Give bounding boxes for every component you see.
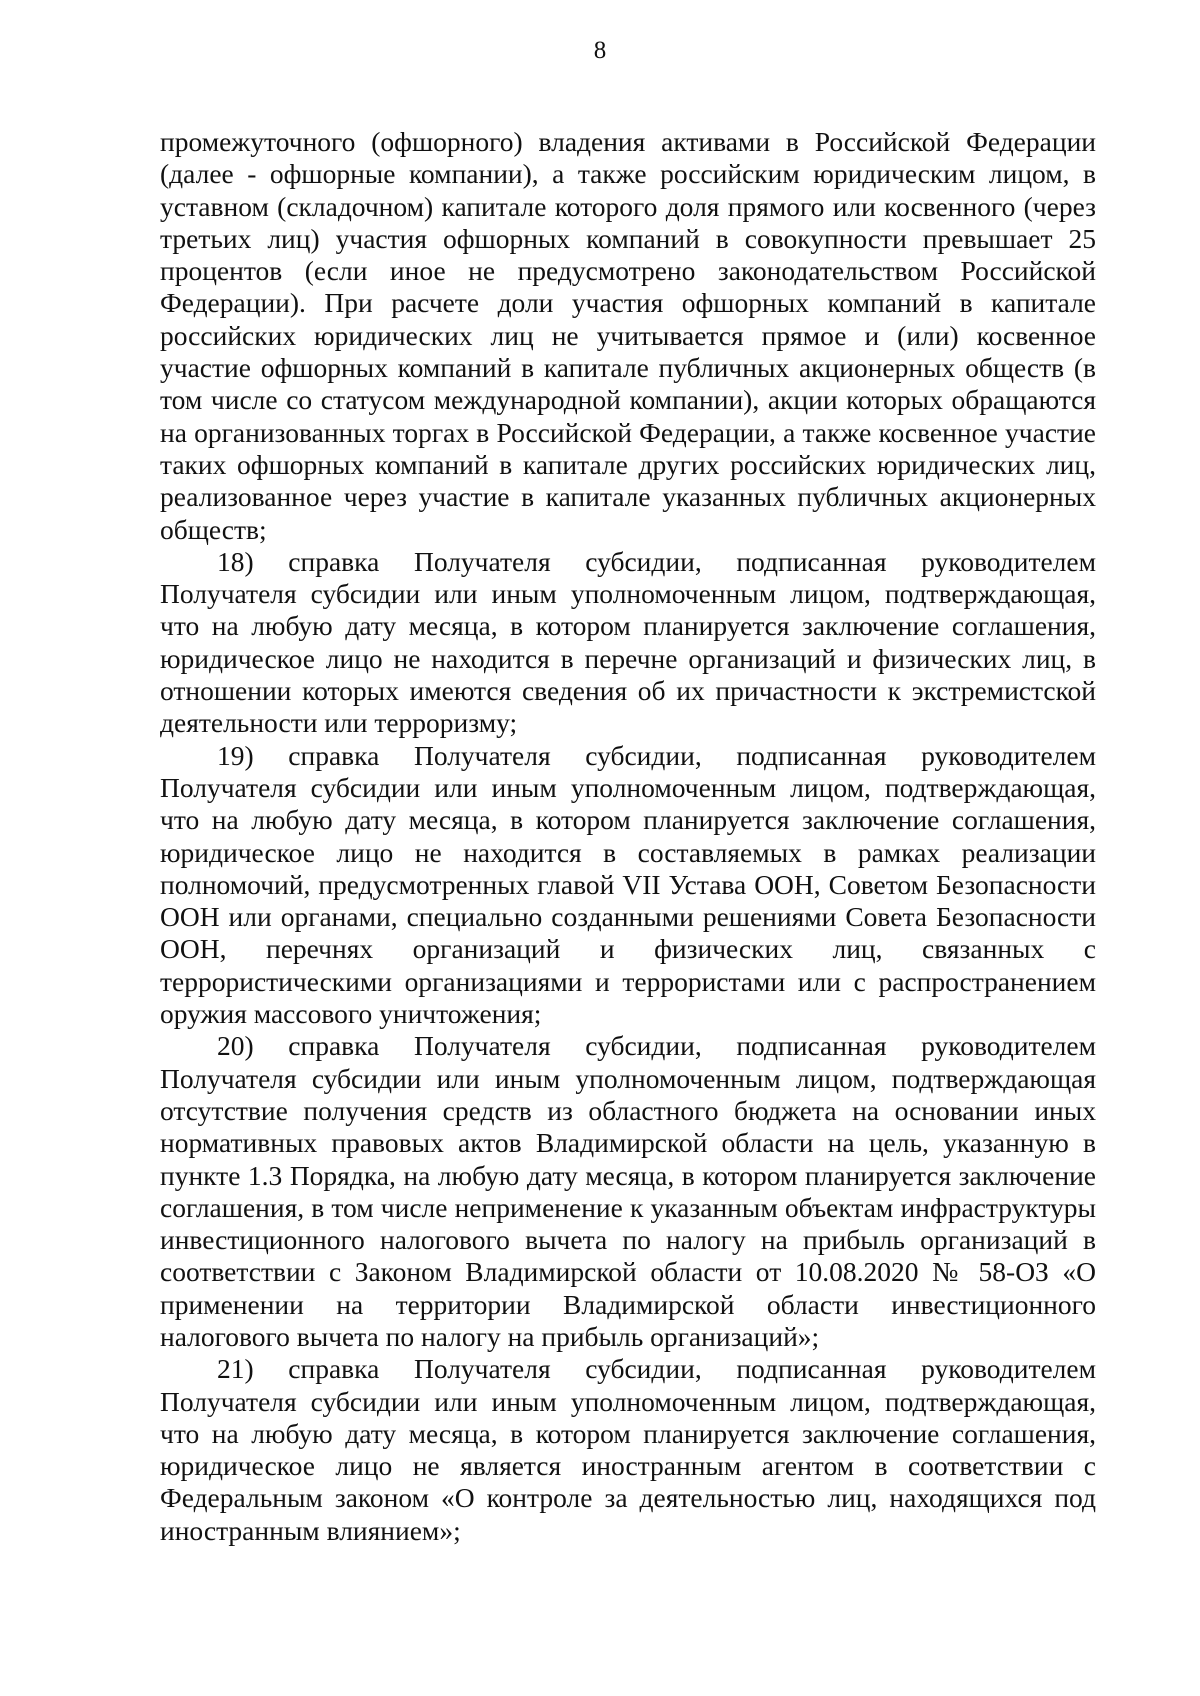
page-number: 8	[593, 37, 607, 64]
paragraph-item-20: 20) справка Получателя субсидии, подписанная руководителем Получателя субсидии или иным уполномоченным лицом, подтверждающая отсутствие получения средств из областного бюджета на основании иных нормативных правовых актов Владимирской области на цель, указанную в пункте 1.3 Порядка, на любую дату месяца, в котором планируется заключение соглашения, в том числе неприменение к указанным объектам инфраструктуры инвестиционного налогового вычета по налогу на прибыль организаций в соответствии с Законом Владимирской области от 10.08.2020 № 58-ОЗ «О применении на территории Владимирской области инвестиционного налогового вычета по налогу на прибыль организаций»;	[160, 1030, 1096, 1352]
paragraph-item-19: 19) справка Получателя субсидии, подписанная руководителем Получателя субсидии или иным уполномоченным лицом, подтверждающая, что на любую дату месяца, в котором планируется заключение соглашения, юридическое лицо не находится в составляемых в рамках реализации полномочий, предусмотренных главой VII Устава ООН, Советом Безопасности ООН или органами, специально созданными решениями Совета Безопасности ООН, перечнях организаций и физических лиц, связанных с террористическими организациями и террористами или с распространением оружия массового уничтожения;	[160, 739, 1096, 1030]
paragraph-item-18: 18) справка Получателя субсидии, подписанная руководителем Получателя субсидии или иным уполномоченным лицом, подтверждающая, что на любую дату месяца, в котором планируется заключение соглашения, юридическое лицо не находится в перечне организаций и физических лиц, в отношении которых имеются сведения об их причастности к экстремистской деятельности или терроризму;	[160, 545, 1096, 739]
paragraph-continuation: промежуточного (офшорного) владения активами в Российской Федерации (далее - офшорные компании), а также российским юридическим лицом, в уставном (складочном) капитале которого доля прямого или косвенного (через третьих лиц) участия офшорных компаний в совокупности превышает 25 процентов (если иное не предусмотрено законодательством Российской Федерации). При расчете доли участия офшорных компаний в капитале российских юридических лиц не учитывается прямое и (или) косвенное участие офшорных компаний в капитале публичных акционерных обществ (в том числе со статусом международной компании), акции которых обращаются на организованных торгах в Российской Федерации, а также косвенное участие таких офшорных компаний в капитале других российских юридических лиц, реализованное через участие в капитале указанных публичных акционерных обществ;	[160, 126, 1096, 545]
paragraph-item-21: 21) справка Получателя субсидии, подписанная руководителем Получателя субсидии или иным уполномоченным лицом, подтверждающая, что на любую дату месяца, в котором планируется заключение соглашения, юридическое лицо не является иностранным агентом в соответствии с Федеральным законом «О контроле за деятельностью лиц, находящихся под иностранным влиянием»;	[160, 1353, 1096, 1546]
document-body	[160, 126, 1096, 1547]
